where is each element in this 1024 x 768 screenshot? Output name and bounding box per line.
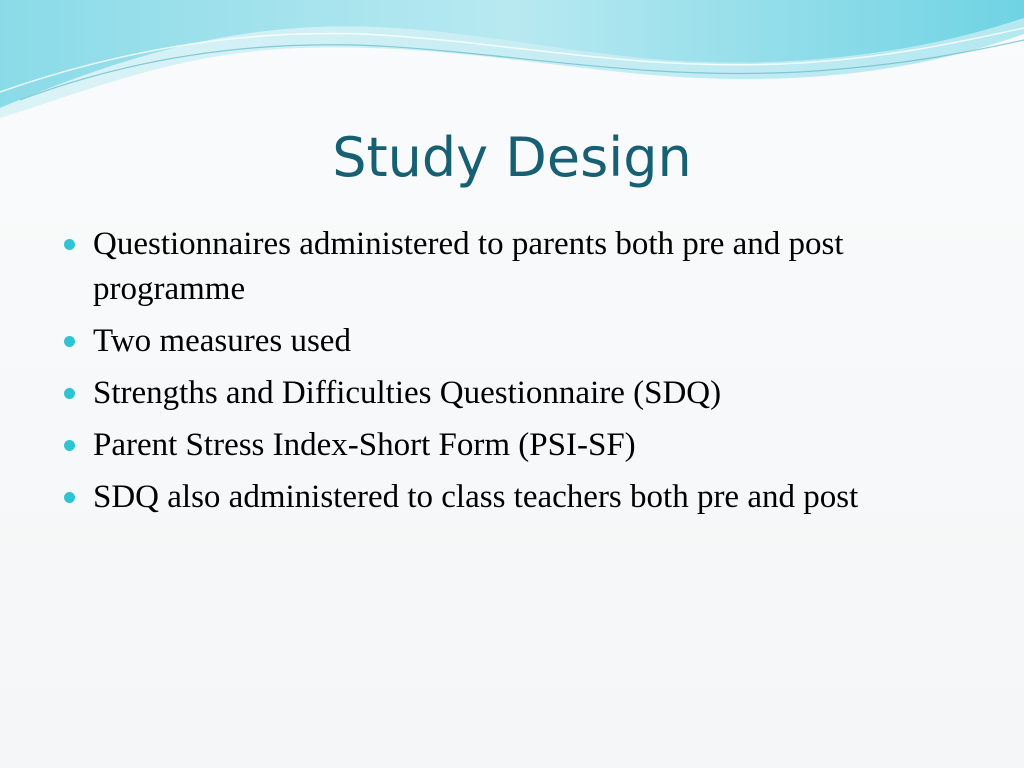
- bullet-dot-icon: [64, 388, 75, 399]
- slide-title: Study Design: [332, 126, 692, 189]
- list-item: [62, 222, 962, 312]
- bullet-dot-icon: [64, 239, 75, 250]
- bullet-dot-icon: [64, 492, 75, 503]
- list-item: [62, 371, 962, 416]
- bullet-text: SDQ also administered to class teachers both pre and post: [93, 479, 859, 515]
- bullet-text: Two measures used: [93, 323, 351, 359]
- bullet-text: Parent Stress Index-Short Form (PSI-SF): [93, 427, 636, 463]
- header-wave-decoration: [0, 0, 1024, 130]
- bullet-dot-icon: [64, 336, 75, 347]
- bullet-text: Strengths and Difficulties Questionnaire (SDQ): [93, 375, 722, 411]
- bullet-text: Questionnaires administered to parents both pre and post programme: [93, 226, 844, 307]
- list-item: [62, 423, 962, 468]
- list-item: [62, 475, 962, 520]
- bullet-dot-icon: [64, 440, 75, 451]
- list-item: [62, 319, 962, 364]
- bullet-list: [62, 222, 962, 527]
